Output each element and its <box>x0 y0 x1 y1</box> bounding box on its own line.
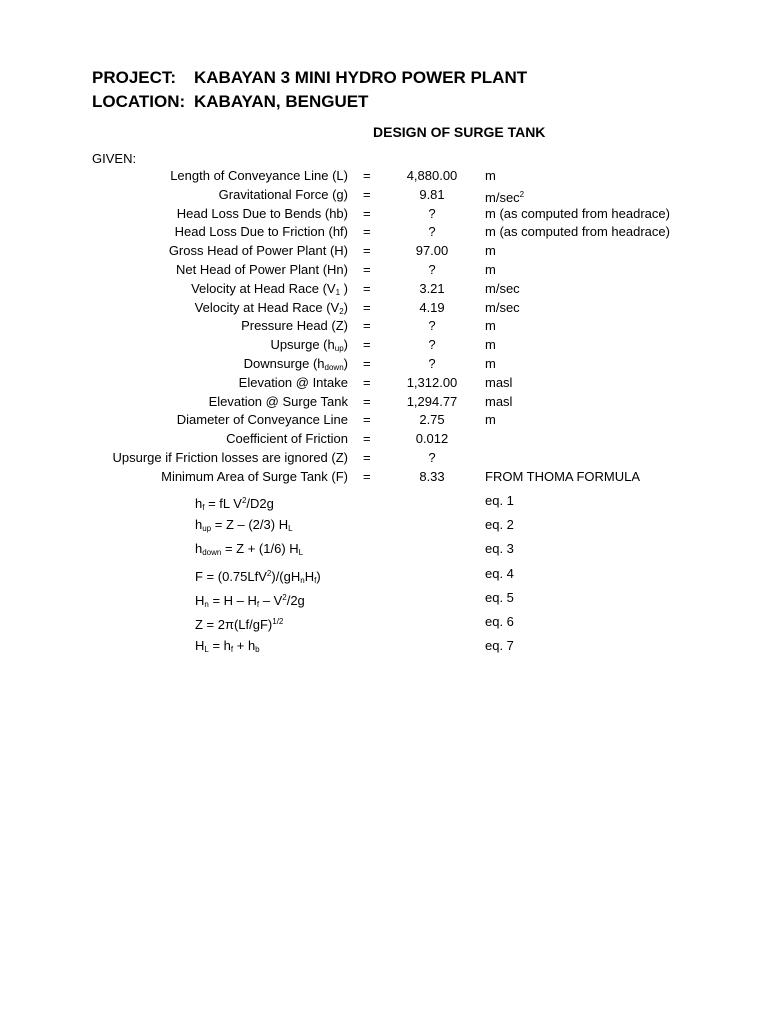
formula-row <box>0 515 768 539</box>
parameter-label: Velocity at Head Race $(V_2)$ <box>194 299 348 316</box>
parameter-unit: FROM THOMA FORMULA <box>485 468 641 484</box>
formula-row <box>0 491 768 515</box>
parameter-value: ? <box>428 337 436 353</box>
equals-sign: = <box>363 224 371 240</box>
given-row <box>0 242 768 261</box>
formula-row <box>0 539 768 563</box>
parameter-value: ? <box>428 224 436 240</box>
equals-sign: = <box>363 412 371 428</box>
equation-reference: eq. 4 <box>485 565 514 581</box>
formula-subscript: b <box>255 645 260 655</box>
parameter-value: 4,880.00 <box>406 168 458 183</box>
parameter-unit: m <box>485 318 496 334</box>
formula-subscript: f <box>202 503 205 512</box>
parameter-unit: m (as computed from headrace) <box>485 224 670 240</box>
location-label: LOCATION: <box>92 92 186 111</box>
formula-subscript: down <box>202 548 222 558</box>
parameter-label: Upsurge $(h_{up})$ <box>270 337 348 354</box>
formula-subscript: up <box>202 524 212 534</box>
parameter-label-subscript: up <box>334 344 344 354</box>
formula-subscript: n <box>204 599 209 609</box>
parameter-value: 1,312.00 <box>406 374 458 390</box>
given-row <box>0 449 768 468</box>
equation-reference: eq. 5 <box>485 589 514 605</box>
unit-superscript: 2 <box>519 189 525 199</box>
given-row <box>0 374 768 393</box>
section-title: DESIGN OF SURGE TANK <box>373 124 546 140</box>
formula-superscript: 1/2 <box>272 616 284 626</box>
parameter-value: 8.33 <box>419 468 445 484</box>
project-label: PROJECT: <box>92 68 177 87</box>
given-label: GIVEN: <box>92 151 137 166</box>
parameter-label: Pressure Head (Z) <box>241 318 348 334</box>
equation-reference: eq. 6 <box>485 613 514 629</box>
parameter-unit: masl <box>485 374 513 390</box>
formula-row <box>0 612 768 636</box>
parameter-label: Net Head of Power Plant (Hn) <box>176 261 348 277</box>
parameter-label: Downsurge $(h_{down})$ <box>243 355 348 372</box>
equals-sign: = <box>363 318 371 334</box>
parameter-label-subscript: down <box>324 362 344 372</box>
parameter-unit: masl <box>485 393 513 409</box>
formula-expression: $H_n = H - H_f - V^2/2g$ <box>195 592 305 609</box>
location-value: KABAYAN, BENGUET <box>194 92 369 111</box>
equation-reference: eq. 7 <box>485 638 514 654</box>
parameter-unit: m (as computed from headrace) <box>485 205 670 221</box>
parameter-unit: m <box>485 412 496 428</box>
formula-row <box>0 636 768 660</box>
formula-superscript: 2 <box>282 592 287 602</box>
formula-expression: $H_L = h_f + h_b$ <box>195 638 260 655</box>
equation-reference: eq. 3 <box>485 541 514 557</box>
parameter-unit: m <box>485 168 496 183</box>
formula-subscript: f <box>230 645 234 655</box>
parameter-unit: m <box>485 355 496 371</box>
given-row <box>0 317 768 336</box>
given-row <box>0 223 768 242</box>
equation-reference: eq. 2 <box>485 517 514 533</box>
equals-sign: = <box>363 337 371 353</box>
formula-subscript: n <box>300 575 305 585</box>
formula-expression: $Z = 2\pi(Lf/gF)^{1/2}$ <box>195 616 284 632</box>
given-row <box>0 393 768 412</box>
parameter-label: Coefficient of Friction <box>226 431 348 447</box>
parameter-label: Elevation @ Intake <box>238 374 348 390</box>
parameter-value: ? <box>428 261 436 277</box>
parameter-value: 2.75 <box>419 412 445 428</box>
parameter-value: ? <box>428 318 436 334</box>
given-row <box>0 336 768 355</box>
formula-expression: $F = (0.75LfV^2)/(gH_nH_f)$ <box>195 568 321 585</box>
parameter-value: 1,294.77 <box>406 393 458 409</box>
formula-expression: $h_{down} = Z + (1/6)$ $H_L$ <box>195 541 304 558</box>
equals-sign: = <box>363 374 371 390</box>
parameter-label: Length of Conveyance Line (L) <box>170 168 348 183</box>
parameter-value: ? <box>428 355 436 371</box>
parameter-label: Head Loss Due to Bends (hb) <box>176 205 348 221</box>
formula-list <box>0 491 768 660</box>
project-value: KABAYAN 3 MINI HYDRO POWER PLANT <box>194 68 528 87</box>
parameter-value: 9.81 <box>419 186 445 202</box>
parameter-label-subscript: 1 <box>335 287 341 297</box>
parameter-label: Diameter of Conveyance Line <box>176 412 348 428</box>
parameter-unit: m/sec <box>485 299 520 315</box>
formula-expression: $h_{up} = Z - (2/3)$ $H_L$ <box>195 517 293 534</box>
given-row <box>0 280 768 299</box>
formula-superscript: 2 <box>266 568 272 578</box>
given-row <box>0 205 768 224</box>
parameter-unit: m <box>485 243 496 259</box>
equals-sign: = <box>363 280 371 296</box>
parameter-unit: m <box>485 337 496 353</box>
formula-subscript: L <box>204 645 209 655</box>
parameter-label: Velocity at Head Race ($V_1$ ) <box>191 280 348 297</box>
location-row <box>92 90 527 114</box>
given-parameters-table <box>0 167 768 487</box>
equals-sign: = <box>363 186 371 202</box>
equals-sign: = <box>363 299 371 315</box>
given-row <box>0 299 768 318</box>
parameter-unit: $m/\sec^2$ <box>485 189 525 205</box>
parameter-label: Gross Head of Power Plant (H) <box>168 243 348 259</box>
equals-sign: = <box>363 205 371 221</box>
parameter-label: Head Loss Due to Friction (hf) <box>174 224 348 240</box>
parameter-value: 97.00 <box>415 243 449 259</box>
formula-superscript: 2 <box>241 496 247 505</box>
formula-row <box>0 588 768 612</box>
given-row <box>0 411 768 430</box>
equals-sign: = <box>363 168 371 183</box>
formula-subscript: L <box>298 548 304 558</box>
parameter-label: Upsurge if Friction losses are ignored (Z) <box>112 449 348 465</box>
equals-sign: = <box>363 468 371 484</box>
parameter-value: 4.19 <box>419 299 445 315</box>
parameter-label: Elevation @ Surge Tank <box>208 393 348 409</box>
project-row <box>92 66 527 90</box>
equals-sign: = <box>363 431 371 447</box>
document-header <box>92 66 527 114</box>
given-row <box>0 261 768 280</box>
formula-subscript: L <box>288 524 293 534</box>
equals-sign: = <box>363 393 371 409</box>
equals-sign: = <box>363 449 371 465</box>
parameter-unit: m <box>485 261 496 277</box>
equation-reference: eq. 1 <box>485 493 514 508</box>
given-row <box>0 355 768 374</box>
parameter-unit: m/sec <box>485 280 520 296</box>
formula-subscript: f <box>256 599 260 609</box>
parameter-label: Gravitational Force (g) <box>218 186 348 202</box>
given-row <box>0 468 768 487</box>
equals-sign: = <box>363 355 371 371</box>
parameter-label: Minimum Area of Surge Tank (F) <box>161 468 348 484</box>
given-row <box>0 186 768 205</box>
equals-sign: = <box>363 243 371 259</box>
formula-row <box>0 564 768 588</box>
formula-subscript: f <box>314 575 317 585</box>
parameter-value: 0.012 <box>415 431 449 447</box>
parameter-label-subscript: 2 <box>339 306 344 316</box>
equals-sign: = <box>363 261 371 277</box>
parameter-value: ? <box>428 205 436 221</box>
given-row <box>0 430 768 449</box>
parameter-value: ? <box>428 449 436 465</box>
formula-expression: $h_f$ = fL $V^2/D2g$ <box>195 496 274 512</box>
parameter-value: 3.21 <box>419 280 445 296</box>
given-row <box>0 167 768 186</box>
